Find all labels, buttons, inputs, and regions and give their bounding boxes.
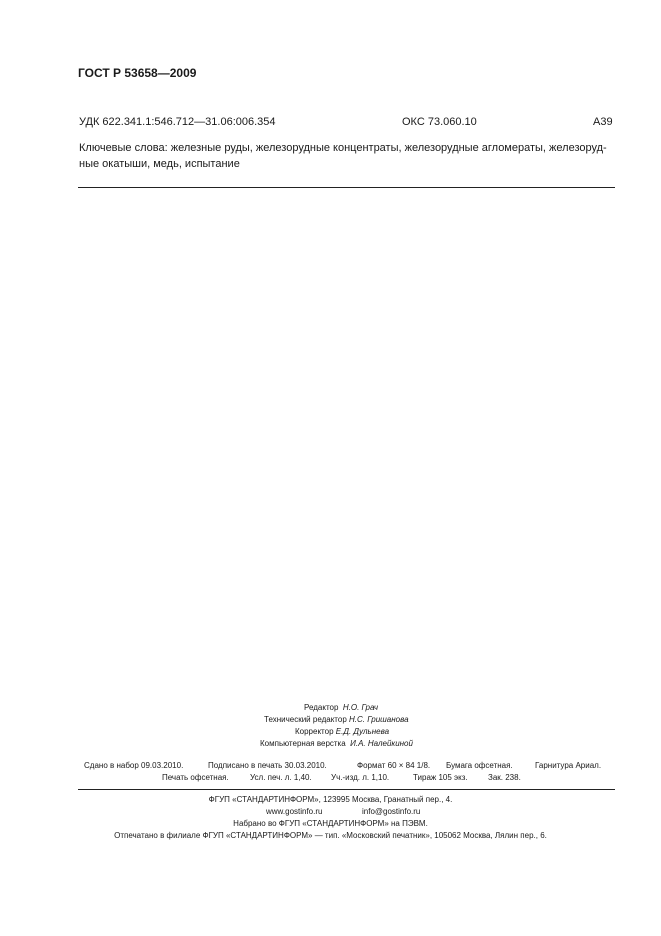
udk-code: УДК 622.341.1:546.712—31.06:006.354	[79, 116, 276, 128]
imprint-font: Гарнитура Ариал.	[535, 761, 602, 770]
credit-name: Н.С. Гришанова	[349, 715, 409, 724]
classification-code: А39	[593, 116, 613, 128]
imprint-sent: Сдано в набор 09.03.2010.	[84, 761, 184, 770]
keywords-text: Ключевые слова: железные руды, железорудные концентраты, железорудные агломераты, железорудные окатыши, медь, испытание	[79, 142, 607, 170]
credit-tech-editor	[264, 715, 409, 724]
credit-name: Е.Д. Дульнева	[335, 727, 390, 736]
publisher-website: www.gostinfo.ru	[266, 807, 323, 816]
imprint-paper: Бумага офсетная.	[446, 761, 513, 770]
credit-layout	[260, 739, 413, 748]
credit-label: Корректор	[295, 727, 334, 736]
oks-code: ОКС 73.060.10	[402, 116, 477, 128]
credit-name: И.А. Налейкиной	[350, 739, 413, 748]
imprint-signed: Подписано в печать 30.03.2010.	[208, 761, 327, 770]
imprint-order: Зак. 238.	[488, 773, 521, 782]
imprint-print: Печать офсетная.	[162, 773, 229, 782]
print-house-info: Отпечатано в филиале ФГУП «СТАНДАРТИНФОРМ» — тип. «Московский печатник», 105062 Москва, Лялин пер., 6.	[114, 831, 547, 840]
divider-bottom	[78, 789, 615, 790]
imprint-format: Формат 60 × 84 1/8.	[357, 761, 431, 770]
credit-name: Н.О. Грач	[342, 703, 379, 712]
credit-label: Редактор	[304, 703, 339, 712]
imprint-run: Тираж 105 экз.	[413, 773, 468, 782]
imprint-ul: Уч.-изд. л. 1,10.	[331, 773, 390, 782]
credit-label: Компьютерная верстка	[260, 739, 346, 748]
credit-editor	[304, 703, 378, 712]
divider-top	[78, 187, 615, 188]
imprint-pl: Усл. печ. л. 1,40.	[250, 773, 312, 782]
credit-label: Технический редактор	[264, 715, 347, 724]
publisher-email: info@gostinfo.ru	[362, 807, 421, 816]
typeset-info: Набрано во ФГУП «СТАНДАРТИНФОРМ» на ПЭВМ.	[233, 819, 428, 828]
credit-corrector	[295, 727, 389, 736]
publisher-address: ФГУП «СТАНДАРТИНФОРМ», 123995 Москва, Гранатный пер., 4.	[208, 795, 453, 804]
standard-number: ГОСТ Р 53658—2009	[78, 66, 197, 80]
